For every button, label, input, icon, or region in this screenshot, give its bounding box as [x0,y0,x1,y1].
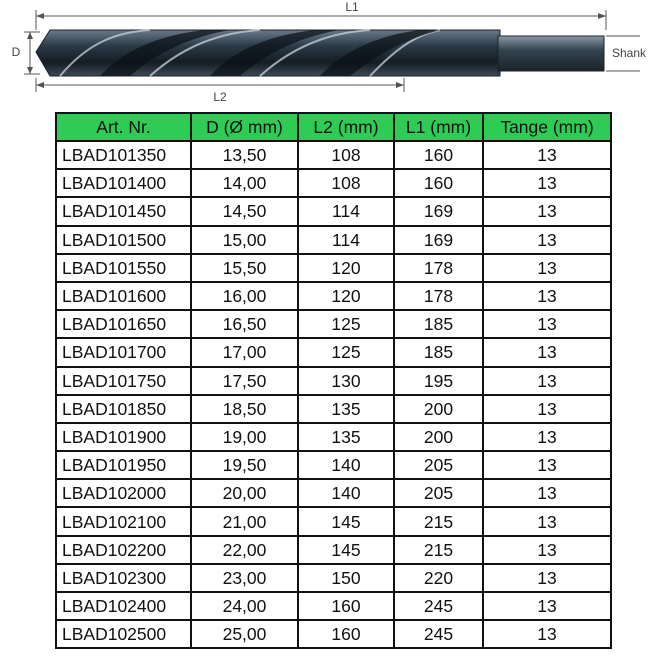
cell-diameter: 17,50 [191,367,298,395]
table-row [56,226,611,254]
cell-l2: 160 [298,592,394,620]
cell-tange: 13 [483,564,611,592]
cell-diameter: 18,50 [191,395,298,423]
table-row [56,564,611,592]
cell-l1: 185 [394,338,483,366]
table-row [56,141,611,169]
cell-l1: 200 [394,423,483,451]
cell-art-nr: LBAD102100 [56,507,191,535]
table-row [56,479,611,507]
cell-diameter: 14,00 [191,169,298,197]
cell-diameter: 17,00 [191,338,298,366]
table-row [56,592,611,620]
cell-tange: 13 [483,141,611,169]
cell-tange: 13 [483,479,611,507]
d-dimension [12,32,40,74]
l1-dimension [36,0,606,30]
shank-label: Shank [612,46,647,60]
cell-l2: 114 [298,226,394,254]
cell-l1: 169 [394,197,483,225]
cell-l1: 200 [394,395,483,423]
cell-l1: 220 [394,564,483,592]
cell-tange: 13 [483,592,611,620]
cell-diameter: 25,00 [191,620,298,648]
cell-l1: 160 [394,141,483,169]
cell-l1: 160 [394,169,483,197]
cell-l1: 215 [394,536,483,564]
cell-l2: 108 [298,169,394,197]
cell-diameter: 20,00 [191,479,298,507]
cell-l1: 169 [394,226,483,254]
cell-tange: 13 [483,367,611,395]
cell-tange: 13 [483,507,611,535]
cell-tange: 13 [483,197,611,225]
table-row [56,620,611,648]
cell-tange: 13 [483,338,611,366]
cell-l1: 195 [394,367,483,395]
cell-diameter: 21,00 [191,507,298,535]
table-row [56,169,611,197]
cell-tange: 13 [483,282,611,310]
cell-art-nr: LBAD102400 [56,592,191,620]
table-row [56,423,611,451]
cell-tange: 13 [483,226,611,254]
cell-l2: 120 [298,282,394,310]
cell-art-nr: LBAD101650 [56,310,191,338]
cell-diameter: 14,50 [191,197,298,225]
cell-art-nr: LBAD101350 [56,141,191,169]
table-row [56,197,611,225]
table-header-row [56,113,611,141]
cell-l2: 140 [298,451,394,479]
cell-art-nr: LBAD101550 [56,254,191,282]
cell-art-nr: LBAD102200 [56,536,191,564]
l2-label: L2 [213,90,227,104]
cell-diameter: 15,00 [191,226,298,254]
drill-bit-illustration [36,30,604,76]
cell-art-nr: LBAD101400 [56,169,191,197]
cell-art-nr: LBAD101850 [56,395,191,423]
cell-art-nr: LBAD102300 [56,564,191,592]
cell-l2: 145 [298,507,394,535]
cell-l2: 135 [298,395,394,423]
cell-tange: 13 [483,451,611,479]
cell-l1: 245 [394,620,483,648]
cell-l1: 185 [394,310,483,338]
cell-l2: 140 [298,479,394,507]
d-label: D [11,45,21,59]
cell-diameter: 13,50 [191,141,298,169]
cell-diameter: 19,00 [191,423,298,451]
cell-l1: 178 [394,254,483,282]
table-row [56,507,611,535]
cell-art-nr: LBAD101900 [56,423,191,451]
cell-l2: 120 [298,254,394,282]
cell-diameter: 16,50 [191,310,298,338]
cell-l1: 205 [394,479,483,507]
cell-l2: 150 [298,564,394,592]
table-row [56,282,611,310]
header-l1: L1 (mm) [394,113,483,141]
cell-art-nr: LBAD102000 [56,479,191,507]
cell-tange: 13 [483,395,611,423]
table-row [56,395,611,423]
cell-art-nr: LBAD101950 [56,451,191,479]
table-row [56,338,611,366]
cell-l2: 108 [298,141,394,169]
cell-tange: 13 [483,310,611,338]
cell-tange: 13 [483,254,611,282]
cell-diameter: 22,00 [191,536,298,564]
cell-art-nr: LBAD101600 [56,282,191,310]
cell-art-nr: LBAD102500 [56,620,191,648]
cell-l2: 130 [298,367,394,395]
cell-l2: 160 [298,620,394,648]
cell-diameter: 15,50 [191,254,298,282]
cell-art-nr: LBAD101700 [56,338,191,366]
header-diameter: D (Ø mm) [191,113,298,141]
header-tange: Tange (mm) [483,113,611,141]
header-art-nr: Art. Nr. [56,113,191,141]
cell-diameter: 23,00 [191,564,298,592]
cell-l1: 178 [394,282,483,310]
cell-art-nr: LBAD101750 [56,367,191,395]
cell-tange: 13 [483,536,611,564]
cell-l2: 114 [298,197,394,225]
table-row [56,536,611,564]
table-row [56,310,611,338]
cell-l2: 125 [298,338,394,366]
table-body [56,141,611,648]
drill-dimension-diagram [0,0,665,110]
cell-diameter: 24,00 [191,592,298,620]
cell-l2: 135 [298,423,394,451]
cell-tange: 13 [483,620,611,648]
shank-dimension [606,36,647,71]
l1-label: L1 [345,0,359,14]
cell-l1: 245 [394,592,483,620]
cell-tange: 13 [483,423,611,451]
cell-art-nr: LBAD101500 [56,226,191,254]
cell-tange: 13 [483,169,611,197]
cell-diameter: 19,50 [191,451,298,479]
cell-l1: 205 [394,451,483,479]
header-l2: L2 (mm) [298,113,394,141]
table-row [56,451,611,479]
cell-diameter: 16,00 [191,282,298,310]
l2-dimension [36,78,404,104]
drill-spec-table [55,112,612,649]
cell-l2: 145 [298,536,394,564]
table-row [56,367,611,395]
cell-art-nr: LBAD101450 [56,197,191,225]
cell-l1: 215 [394,507,483,535]
table-row [56,254,611,282]
cell-l2: 125 [298,310,394,338]
